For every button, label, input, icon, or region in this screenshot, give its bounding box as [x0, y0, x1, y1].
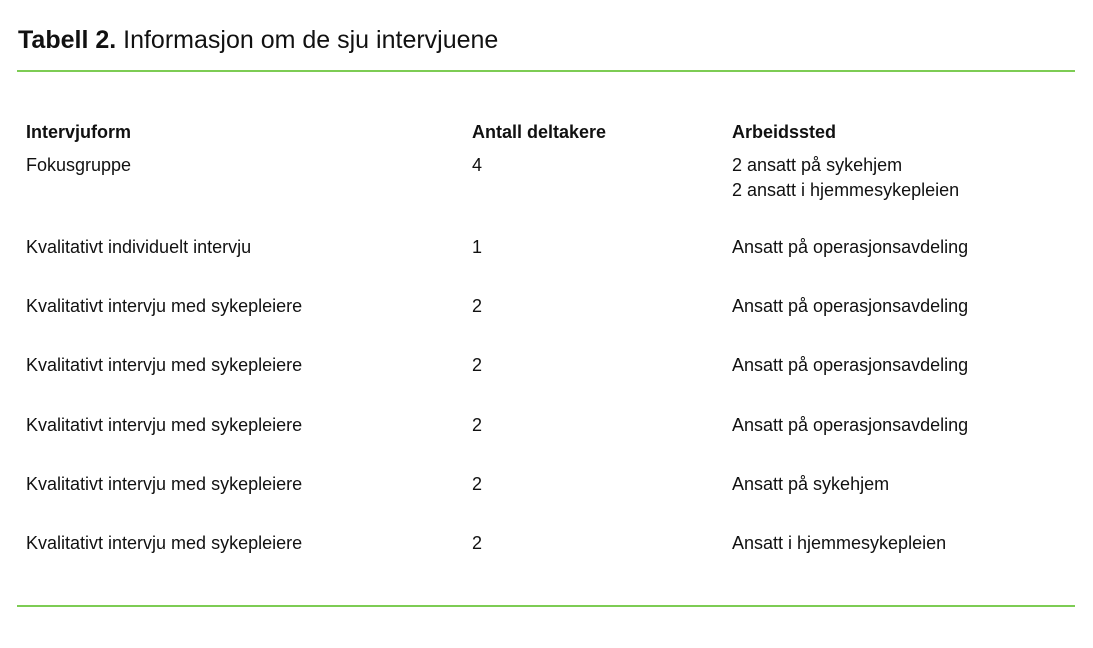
cell-intervjuform: Fokusgruppe — [26, 155, 132, 175]
cell-arbeidssted: Ansatt på operasjonsavdeling — [732, 296, 969, 316]
bottom-rule — [17, 605, 1075, 607]
cell-arbeidssted — [732, 153, 959, 203]
cell-intervjuform: Kvalitativt intervju med sykepleiere — [26, 355, 303, 375]
cell-intervjuform: Kvalitativt intervju med sykepleiere — [26, 533, 303, 553]
table-title-label: Tabell 2. — [18, 26, 117, 54]
header-antall-deltakere: Antall deltakere — [472, 122, 607, 142]
cell-antall-deltakere: 2 — [472, 355, 483, 375]
cell-arbeidssted-line: 2 ansatt i hjemmesykepleien — [732, 180, 960, 200]
cell-arbeidssted-line: 2 ansatt på sykehjem — [732, 155, 903, 175]
top-rule — [17, 70, 1075, 72]
cell-intervjuform: Kvalitativt intervju med sykepleiere — [26, 474, 303, 494]
header-intervjuform: Intervjuform — [26, 122, 132, 142]
table-title-text: Informasjon om de sju intervjuene — [123, 26, 499, 54]
cell-antall-deltakere: 2 — [472, 296, 483, 316]
cell-arbeidssted: Ansatt på operasjonsavdeling — [732, 415, 969, 435]
cell-arbeidssted: Ansatt på operasjonsavdeling — [732, 237, 969, 257]
cell-antall-deltakere: 4 — [472, 155, 483, 175]
cell-antall-deltakere: 2 — [472, 533, 483, 553]
cell-intervjuform: Kvalitativt individuelt intervju — [26, 237, 252, 257]
cell-intervjuform: Kvalitativt intervju med sykepleiere — [26, 415, 303, 435]
header-arbeidssted: Arbeidssted — [732, 122, 837, 142]
cell-antall-deltakere: 2 — [472, 474, 483, 494]
cell-arbeidssted: Ansatt på operasjonsavdeling — [732, 355, 969, 375]
cell-arbeidssted: Ansatt i hjemmesykepleien — [732, 533, 947, 553]
cell-arbeidssted: Ansatt på sykehjem — [732, 474, 890, 494]
table-title — [18, 24, 498, 56]
cell-antall-deltakere: 1 — [472, 237, 483, 257]
cell-antall-deltakere: 2 — [472, 415, 483, 435]
cell-intervjuform: Kvalitativt intervju med sykepleiere — [26, 296, 303, 316]
